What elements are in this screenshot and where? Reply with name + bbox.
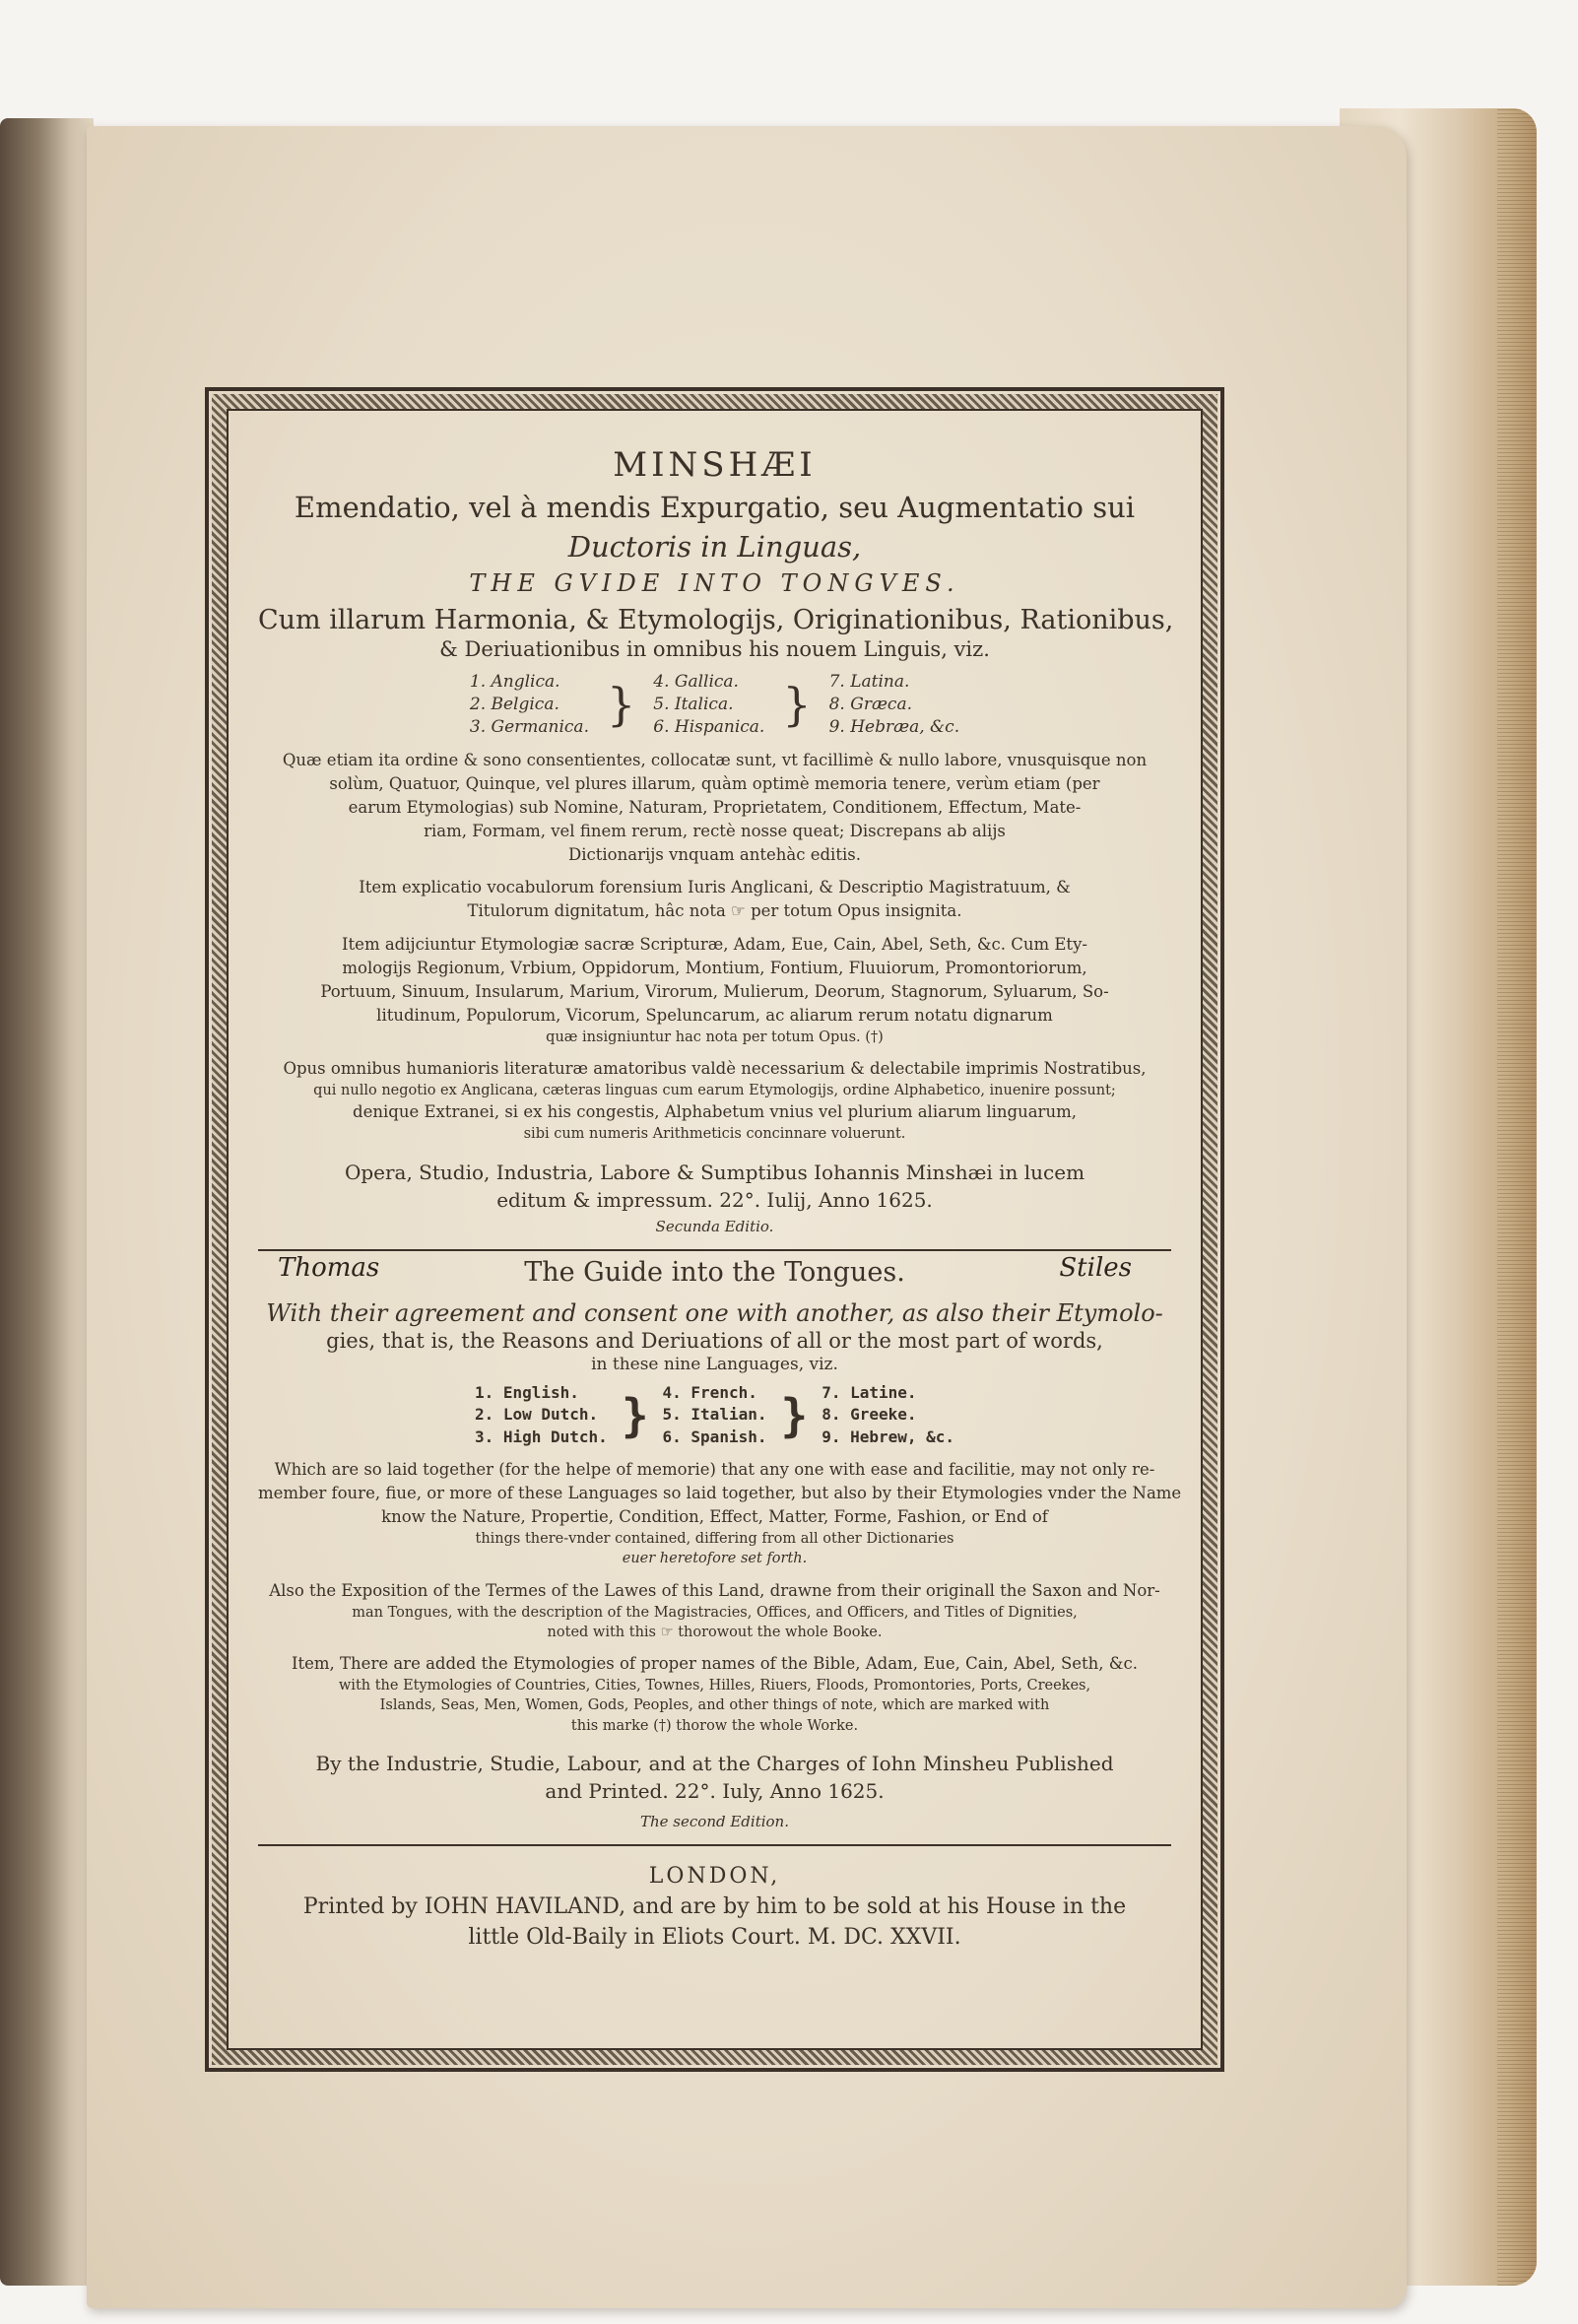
text-line: euer heretofore set forth. (622, 1551, 808, 1567)
text-line: sibi cum numeris Arithmeticis concinnare voluerunt. (523, 1126, 906, 1143)
text-line: Also the Exposition of the Termes of the Lawes of this Land, drawne from their originall the Saxon and Nor- (269, 1580, 1160, 1600)
text-line: Dictionarijs vnquam antehàc editis. (568, 844, 861, 864)
latin-guide-caps: THE GVIDE INTO TONGVES. (469, 569, 960, 597)
section-divider (258, 1844, 1171, 1846)
latin-item2-paragraph (258, 933, 1171, 1047)
latin-lang: 3. Germanica. (469, 716, 589, 737)
text-line: Item explicatio vocabulorum forensium Iuris Anglicani, & Descriptio Magistratuum, & (359, 878, 1071, 897)
text-line: things there-vnder contained, differing from all other Dictionaries (475, 1531, 954, 1548)
latin-lang: 2. Belgica. (469, 694, 559, 714)
english-guide-title: The Guide into the Tongues. (524, 1256, 905, 1288)
english-lang: 1. English. (474, 1383, 579, 1403)
section-divider (258, 1249, 1171, 1251)
text-line: man Tongues, with the description of the Magistracies, Offices, and Officers, and Titles of Dignities, (352, 1604, 1078, 1621)
brace-glyph: } (606, 678, 636, 732)
text-line: Islands, Seas, Men, Women, Gods, Peoples, and other things of note, which are marked with (379, 1697, 1050, 1714)
text-line: Printed by IOHN HAVILAND, and are by him to be sold at his House in the (302, 1893, 1127, 1919)
text-line: member foure, fiue, or more of these Languages so laid together, but also by their Etymologies vnder the Name (258, 1484, 1182, 1503)
text-line: Item adijciuntur Etymologiæ sacræ Scripturæ, Adam, Eue, Cain, Abel, Seth, &c. Cum Ety- (342, 935, 1087, 955)
english-lang: 5. Italian. (662, 1405, 767, 1425)
text-line: Item, There are added the Etymologies of proper names of the Bible, Adam, Eue, Cain, Abel, Seth, &c. (292, 1654, 1138, 1674)
text-line: solùm, Quatuor, Quinque, vel plures illarum, quàm optimè memoria tenere, verùm etiam (per (329, 773, 1100, 793)
title-page (87, 126, 1407, 2308)
english-with-line: With their agreement and consent one with another, as also their Etymolo- (266, 1298, 1163, 1327)
signature-right: Stiles (1059, 1252, 1132, 1283)
latin-lang: 7. Latina. (828, 672, 910, 692)
english-lang: 4. French. (662, 1383, 757, 1403)
english-lang: 7. Latine. (822, 1383, 917, 1403)
english-edition: The second Edition. (640, 1812, 789, 1830)
text-line: little Old-Baily in Eliots Court. M. DC. XXVII. (468, 1924, 961, 1950)
english-also-paragraph (258, 1579, 1171, 1643)
latin-ductoris: Ductoris in Linguas, (567, 530, 862, 564)
text-line: Opus omnibus humanioris literaturæ amatoribus valdè necessarium & delectabile imprimis Nostratibus, (283, 1059, 1147, 1079)
latin-lang: 5. Italica. (653, 694, 734, 714)
text-line: earum Etymologias) sub Nomine, Naturam, Proprietatem, Conditionem, Effectum, Mate- (348, 797, 1082, 817)
english-which-paragraph (258, 1458, 1182, 1568)
latin-cum-line: Cum illarum Harmonia, & Etymologijs, Originationibus, Rationibus, (258, 605, 1174, 635)
latin-lang: 4. Gallica. (653, 672, 739, 692)
ornamental-border (205, 387, 1224, 2072)
book-spine-left (0, 118, 94, 2286)
text-line: By the Industrie, Studie, Labour, and at the Charges of Iohn Minsheu Published (315, 1751, 1114, 1775)
english-by-paragraph (258, 1750, 1171, 1805)
english-title-row (258, 1252, 1171, 1288)
latin-deriv-line: & Deriuationibus in omnibus his nouem Linguis, viz. (439, 637, 990, 661)
english-language-list (258, 1382, 1171, 1448)
text-line: this marke (†) thorow the whole Worke. (570, 1717, 859, 1734)
text-line: litudinum, Populorum, Vicorum, Speluncarum, ac aliarum rerum notatu dignarum (376, 1006, 1053, 1026)
english-lang: 9. Hebrew, &c. (822, 1427, 955, 1446)
latin-quae-paragraph (258, 749, 1171, 867)
latin-edition: Secunda Editio. (655, 1217, 774, 1235)
latin-title: MINSHÆI (613, 445, 817, 485)
english-gies-line: gies, that is, the Reasons and Deriuations of all or the most part of words, (326, 1329, 1103, 1354)
text-line: noted with this ☞ thorowout the whole Booke. (547, 1624, 883, 1640)
latin-opus-paragraph (258, 1057, 1171, 1144)
text-line: and Printed. 22°. Iuly, Anno 1625. (545, 1778, 885, 1803)
english-lang: 8. Greeke. (822, 1405, 917, 1425)
latin-lang: 6. Hispanica. (653, 716, 765, 737)
latin-lang: 8. Græca. (828, 694, 912, 714)
latin-language-list (258, 671, 1171, 739)
title-page-text (258, 435, 1182, 2028)
text-line: Opera, Studio, Industria, Labore & Sumptibus Iohannis Minshæi in lucem (344, 1160, 1085, 1184)
imprint-printed (258, 1892, 1171, 1954)
brace-glyph: } (621, 1388, 649, 1442)
latin-lang: 9. Hebræa, &c. (828, 716, 960, 737)
signature-left: Thomas (278, 1252, 380, 1283)
latin-subtitle: Emendatio, vel à mendis Expurgatio, seu Augmentatio sui (294, 491, 1136, 524)
text-line: editum & impressum. 22°. Iulij, Anno 1625. (496, 1187, 933, 1212)
text-line: Which are so laid together (for the helpe of memorie) that any one with ease and facilitie, may not only re- (274, 1460, 1155, 1480)
text-line: denique Extranei, si ex his congestis, Alphabetum vnius vel plurium aliarum linguarum, (353, 1102, 1077, 1122)
english-lang: 3. High Dutch. (474, 1427, 608, 1446)
text-line: with the Etymologies of Countries, Cities, Townes, Hilles, Riuers, Floods, Promontories, Ports, Creekes, (338, 1678, 1091, 1694)
brace-glyph: } (782, 678, 812, 732)
brace-glyph: } (780, 1388, 809, 1442)
text-line: Titulorum dignitatum, hâc nota ☞ per totum Opus insignita. (467, 901, 962, 921)
text-line: qui nullo negotio ex Anglicana, cæteras linguas cum earum Etymologijs, ordine Alphabetico, inuenire possunt; (313, 1083, 1116, 1099)
english-lang: 2. Low Dutch. (474, 1405, 599, 1425)
latin-item1-paragraph (258, 876, 1171, 923)
text-line: quæ insigniuntur hac nota per totum Opus. (†) (546, 1029, 884, 1045)
text-line: Portuum, Sinuum, Insularum, Marium, Virorum, Mulierum, Deorum, Stagnorum, Syluarum, So- (320, 982, 1109, 1002)
english-item-paragraph (258, 1652, 1171, 1736)
text-line: Quæ etiam ita ordine & sono consentientes, collocatæ sunt, vt facillimè & nullo labore, vnusquisque non (282, 750, 1148, 769)
english-nine-line: in these nine Languages, viz. (591, 1355, 838, 1375)
text-line: mologijs Regionum, Vrbium, Oppidorum, Montium, Fontium, Fluuiorum, Promontoriorum, (342, 959, 1087, 978)
text-line: know the Nature, Propertie, Condition, Effect, Matter, Forme, Fashion, or End of (381, 1507, 1048, 1527)
imprint-city: LONDON, (648, 1863, 781, 1889)
text-line: riam, Formam, vel finem rerum, rectè nosse queat; Discrepans ab alijs (424, 821, 1006, 840)
latin-opera-paragraph (258, 1159, 1171, 1214)
english-lang: 6. Spanish. (662, 1427, 767, 1446)
latin-lang: 1. Anglica. (469, 672, 560, 692)
